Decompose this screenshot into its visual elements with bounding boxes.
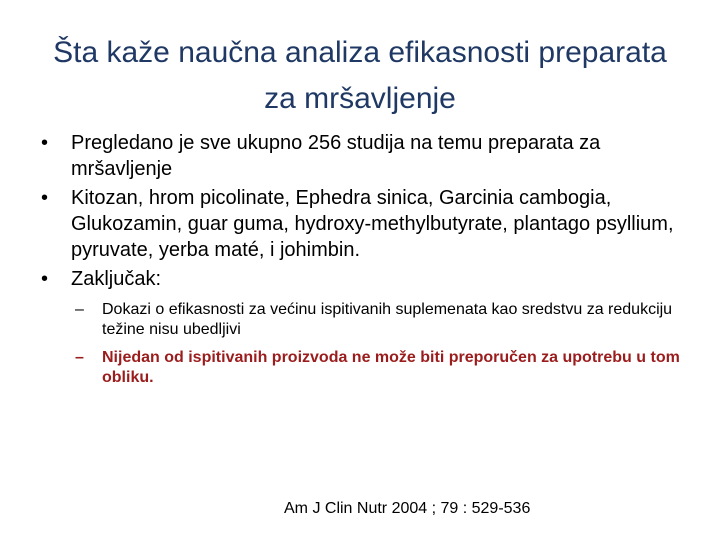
sub-bullet-text: Dokazi o efikasnosti za većinu ispitivanih suplemenata kao sredstvu za redukciju težine nisu ubedljivi — [102, 301, 673, 338]
sub-bullet-item — [71, 300, 680, 340]
dash-icon: – — [75, 301, 84, 318]
bullet-dot-icon: • — [41, 187, 49, 209]
sub-bullet-text: Nijedan od ispitivanih proizvoda ne može biti preporučen za upotrebu u tom obliku. — [102, 349, 680, 386]
bullet-item — [40, 266, 680, 388]
bullet-text: Pregledano je sve ukupno 256 studija na temu preparata za mršavljenje — [71, 132, 601, 180]
bullet-dot-icon: • — [41, 132, 49, 154]
sub-bullet-item-emphasis — [71, 348, 680, 388]
bullet-item — [40, 185, 680, 263]
slide-title: Šta kaže naučna analiza efikasnosti preparata za mršavljenje — [53, 36, 667, 115]
sub-bullet-list — [71, 300, 680, 388]
bullet-text: Zaključak: — [71, 268, 162, 290]
bullet-text: Kitozan, hrom picolinate, Ephedra sinica, Garcinia cambogia, Glukozamin, guar guma, hydroxy-methylbutyrate, plantago psyllium, pyruvate, yerba maté, i johimbin. — [71, 187, 674, 261]
citation: Am J Clin Nutr 2004 ; 79 : 529-536 — [284, 500, 531, 517]
bullet-item — [40, 130, 680, 182]
bullet-list — [40, 130, 680, 396]
bullet-dot-icon: • — [41, 268, 49, 290]
dash-icon: – — [75, 349, 84, 366]
